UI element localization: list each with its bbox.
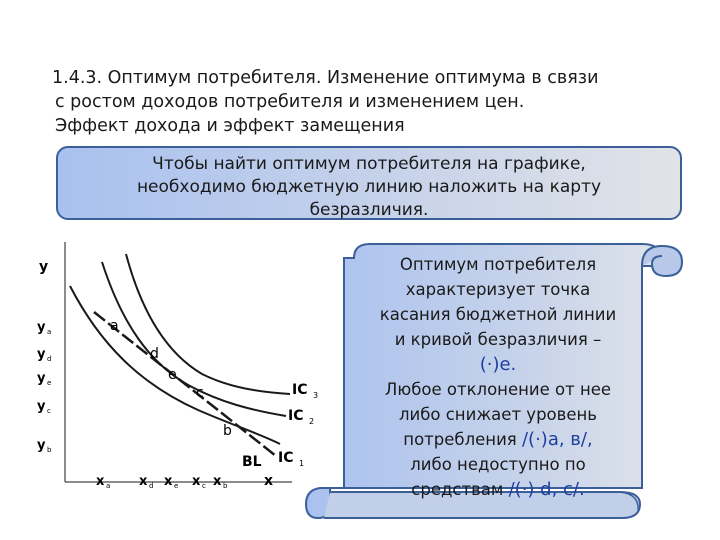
svg-text:x: x — [192, 474, 201, 489]
point-a-label: a — [110, 318, 119, 334]
point-e-label: e — [168, 367, 177, 383]
scroll-line-6: Любое отклонение от нее — [384, 380, 612, 399]
scroll-text — [345, 252, 651, 502]
y-tick-b — [37, 438, 52, 454]
title-line-1: 1.4.3. Оптимум потребителя. Изменение оптимума в связи — [52, 68, 599, 88]
x-tick-b — [213, 474, 228, 490]
svg-text:d: d — [47, 355, 52, 363]
svg-text:c: c — [47, 407, 51, 415]
title-line-3: Эффект дохода и эффект замещения — [55, 116, 405, 136]
svg-text:c: c — [202, 482, 206, 490]
svg-text:y: y — [37, 438, 46, 453]
label-ic2 — [288, 408, 314, 426]
y-tick-d — [37, 347, 51, 363]
svg-text:3: 3 — [313, 391, 319, 400]
scroll-line-5: (·)е. — [479, 354, 517, 375]
label-bl: BL — [242, 454, 262, 470]
x-tick-d — [139, 474, 153, 490]
y-tick-e — [37, 371, 51, 387]
svg-text:y: y — [37, 347, 46, 362]
indifference-graph — [30, 234, 330, 504]
callout-line-1: Чтобы найти оптимум потребителя на графике, — [152, 154, 586, 174]
svg-text:x: x — [96, 474, 105, 489]
svg-text:e: e — [174, 482, 179, 490]
point-c-label: c — [196, 385, 204, 401]
x-tick-a — [96, 474, 110, 490]
svg-text:IC: IC — [288, 408, 304, 424]
scroll-line-3: касания бюджетной линии — [379, 305, 617, 324]
x-tick-e — [164, 474, 178, 490]
svg-text:a: a — [47, 328, 52, 336]
svg-text:d: d — [149, 482, 154, 490]
scroll-line-7: либо снижает уровень — [398, 405, 598, 424]
label-ic3 — [292, 382, 318, 400]
curve-ic3 — [126, 254, 290, 394]
curve-ic1 — [70, 286, 280, 444]
svg-text:1: 1 — [299, 459, 305, 468]
callout-line-2: необходимо бюджетную линию наложить на карту — [136, 177, 602, 197]
scroll-line-4: и кривой безразличия – — [394, 330, 602, 349]
slide-title — [52, 66, 692, 138]
scroll-line-10-text: средствам — [411, 480, 509, 499]
x-tick-c — [192, 474, 206, 490]
scroll-line-1: Оптимум потребителя — [399, 255, 597, 274]
label-ic1 — [278, 450, 304, 468]
scroll-line-10-highlight: /(·) d, с/. — [508, 479, 585, 500]
scroll-line-2: характеризует точка — [405, 280, 591, 299]
svg-text:x: x — [164, 474, 173, 489]
svg-text:e: e — [47, 379, 52, 387]
svg-text:2: 2 — [309, 417, 315, 426]
x-axis-label: x — [264, 473, 274, 489]
svg-text:IC: IC — [292, 382, 308, 398]
title-line-2: с ростом доходов потребителя и изменением цен. — [55, 92, 525, 112]
svg-text:x: x — [139, 474, 148, 489]
svg-text:x: x — [213, 474, 222, 489]
svg-text:y: y — [37, 371, 46, 386]
budget-line — [94, 312, 276, 456]
svg-text:IC: IC — [278, 450, 294, 466]
scroll-line-9: либо недоступно по — [410, 455, 586, 474]
callout-box — [56, 146, 682, 220]
callout-line-3: безразличия. — [309, 200, 429, 220]
svg-text:y: y — [37, 320, 46, 335]
y-tick-a — [37, 320, 51, 336]
point-d-label: d — [150, 346, 159, 362]
svg-text:y: y — [37, 399, 46, 414]
y-tick-c — [37, 399, 51, 415]
y-axis-label: y — [39, 259, 49, 275]
point-b-label: b — [223, 423, 232, 439]
scroll-line-8-highlight: /(·)а, в/, — [521, 429, 593, 450]
svg-text:b: b — [223, 482, 228, 490]
svg-text:b: b — [47, 446, 52, 454]
scroll-line-8-text: потребления — [403, 430, 522, 449]
svg-text:a: a — [106, 482, 111, 490]
